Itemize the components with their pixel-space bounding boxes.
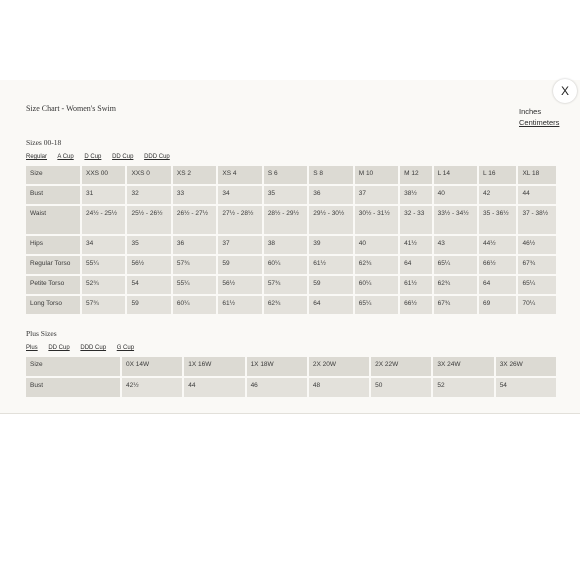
table-cell: 60¼ — [173, 296, 216, 316]
unit-centimeters[interactable]: Centimeters — [519, 118, 560, 127]
table-cell: 34 — [218, 186, 261, 206]
table-cell: XXS 00 — [82, 166, 125, 186]
table-cell: S 8 — [309, 166, 352, 186]
section-title-regular: Sizes 00-18 — [26, 138, 62, 147]
table-cell: 62¾ — [264, 296, 307, 316]
table-cell: 0X 14W — [122, 357, 182, 378]
table-cell: 55¼ — [82, 256, 125, 276]
table-cell: 57¾ — [173, 256, 216, 276]
table-cell: 52 — [433, 378, 493, 399]
table-cell: 3X 26W — [496, 357, 556, 378]
table-cell: 32 - 33 — [400, 206, 431, 236]
table-cell: 42½ — [122, 378, 182, 399]
table-cell: S 6 — [264, 166, 307, 186]
table-cell: 43 — [434, 236, 477, 256]
row-label: Hips — [26, 236, 80, 256]
table-cell: 31 — [82, 186, 125, 206]
table-cell: 57¾ — [82, 296, 125, 316]
modal-title: Size Chart - Women's Swim — [26, 104, 116, 113]
cup-link-dd[interactable]: DD Cup — [48, 345, 70, 351]
table-cell: 38½ — [400, 186, 431, 206]
table-cell: 57¾ — [264, 276, 307, 296]
row-label: Bust — [26, 378, 120, 399]
table-cell: XL 18 — [518, 166, 556, 186]
table-cell: 37 — [355, 186, 398, 206]
table-cell: 67¾ — [434, 296, 477, 316]
table-cell: 46½ — [518, 236, 556, 256]
section-title-plus: Plus Sizes — [26, 329, 57, 338]
cup-link-ddd[interactable]: DDD Cup — [80, 345, 107, 351]
table-cell: 36 — [173, 236, 216, 256]
table-cell: L 16 — [479, 166, 516, 186]
table-cell: 56½ — [127, 256, 170, 276]
row-label: Bust — [26, 186, 80, 206]
table-cell: 64 — [479, 276, 516, 296]
table-cell: 40 — [434, 186, 477, 206]
table-cell: 29½ - 30½ — [309, 206, 352, 236]
table-cell: 61½ — [400, 276, 431, 296]
table-cell: 35 - 36½ — [479, 206, 516, 236]
size-table-regular — [24, 166, 558, 316]
table-row — [26, 206, 556, 236]
table-cell: 30½ - 31½ — [355, 206, 398, 236]
table-cell: 3X 24W — [433, 357, 493, 378]
table-row — [26, 276, 556, 296]
table-cell: 59 — [127, 296, 170, 316]
cup-links-regular — [26, 154, 179, 160]
table-cell: 35 — [127, 236, 170, 256]
table-row — [26, 378, 556, 399]
cup-link-d[interactable]: D Cup — [84, 154, 102, 160]
table-cell: 32 — [127, 186, 170, 206]
table-cell: 33½ - 34½ — [434, 206, 477, 236]
size-table-plus — [24, 357, 558, 399]
table-cell: 39 — [309, 236, 352, 256]
table-cell: 69 — [479, 296, 516, 316]
table-cell: 27½ - 28½ — [218, 206, 261, 236]
table-cell: 35 — [264, 186, 307, 206]
table-cell: 52¾ — [82, 276, 125, 296]
table-cell: 65¼ — [518, 276, 556, 296]
table-cell: L 14 — [434, 166, 477, 186]
table-cell: 61½ — [309, 256, 352, 276]
table-row — [26, 236, 556, 256]
table-row — [26, 256, 556, 276]
table-cell: 65¼ — [355, 296, 398, 316]
close-button[interactable] — [553, 79, 577, 103]
table-cell: 54 — [496, 378, 556, 399]
table-cell: 70¼ — [518, 296, 556, 316]
table-cell: 65¼ — [434, 256, 477, 276]
table-cell: 59 — [218, 256, 261, 276]
table-cell: 25½ - 26½ — [127, 206, 170, 236]
table-cell: 62¾ — [355, 256, 398, 276]
table-header-row — [26, 166, 556, 186]
table-header-row — [26, 357, 556, 378]
cup-link-dd[interactable]: DD Cup — [112, 154, 134, 160]
table-cell: 34 — [82, 236, 125, 256]
table-cell: 41½ — [400, 236, 431, 256]
table-cell: 24½ - 25½ — [82, 206, 125, 236]
table-cell: 59 — [309, 276, 352, 296]
table-row — [26, 186, 556, 206]
table-cell: M 10 — [355, 166, 398, 186]
table-cell: 60¼ — [264, 256, 307, 276]
cup-link-g[interactable]: G Cup — [116, 345, 135, 351]
table-cell: 61½ — [218, 296, 261, 316]
table-cell: 1X 16W — [184, 357, 244, 378]
table-cell: 40 — [355, 236, 398, 256]
table-cell: 37 - 38½ — [518, 206, 556, 236]
table-cell: 1X 18W — [247, 357, 307, 378]
table-cell: 50 — [371, 378, 431, 399]
table-cell: 66½ — [400, 296, 431, 316]
table-row — [26, 296, 556, 316]
row-label: Long Torso — [26, 296, 80, 316]
table-cell: 48 — [309, 378, 369, 399]
table-cell: 38 — [264, 236, 307, 256]
table-cell: 2X 22W — [371, 357, 431, 378]
table-cell: 64 — [400, 256, 431, 276]
row-label: Waist — [26, 206, 80, 236]
table-cell: 44 — [184, 378, 244, 399]
table-cell: 62¾ — [434, 276, 477, 296]
table-cell: 44 — [518, 186, 556, 206]
unit-toggle — [519, 106, 559, 128]
table-cell: 28½ - 29½ — [264, 206, 307, 236]
cup-link-regular[interactable]: Regular — [26, 154, 48, 160]
table-cell: 60¼ — [355, 276, 398, 296]
table-cell: XS 2 — [173, 166, 216, 186]
table-cell: XXS 0 — [127, 166, 170, 186]
table-cell: 44½ — [479, 236, 516, 256]
table-cell: 67¾ — [518, 256, 556, 276]
table-cell: 33 — [173, 186, 216, 206]
table-cell: M 12 — [400, 166, 431, 186]
row-label: Regular Torso — [26, 256, 80, 276]
cup-link-a[interactable]: A Cup — [57, 154, 74, 160]
close-icon: X — [560, 84, 569, 98]
row-label: Size — [26, 357, 120, 378]
table-cell: 66½ — [479, 256, 516, 276]
table-cell: 26½ - 27½ — [173, 206, 216, 236]
table-cell: 56½ — [218, 276, 261, 296]
table-cell: 55¼ — [173, 276, 216, 296]
row-label: Size — [26, 166, 80, 186]
row-label: Petite Torso — [26, 276, 80, 296]
table-cell: XS 4 — [218, 166, 261, 186]
table-cell: 64 — [309, 296, 352, 316]
table-cell: 54 — [127, 276, 170, 296]
table-cell: 42 — [479, 186, 516, 206]
table-cell: 37 — [218, 236, 261, 256]
cup-link-plus[interactable]: Plus — [26, 345, 38, 351]
cup-links-plus — [26, 345, 143, 351]
table-cell: 46 — [247, 378, 307, 399]
cup-link-ddd[interactable]: DDD Cup — [144, 154, 170, 160]
table-cell: 36 — [309, 186, 352, 206]
unit-inches[interactable]: Inches — [519, 107, 542, 116]
table-cell: 2X 20W — [309, 357, 369, 378]
